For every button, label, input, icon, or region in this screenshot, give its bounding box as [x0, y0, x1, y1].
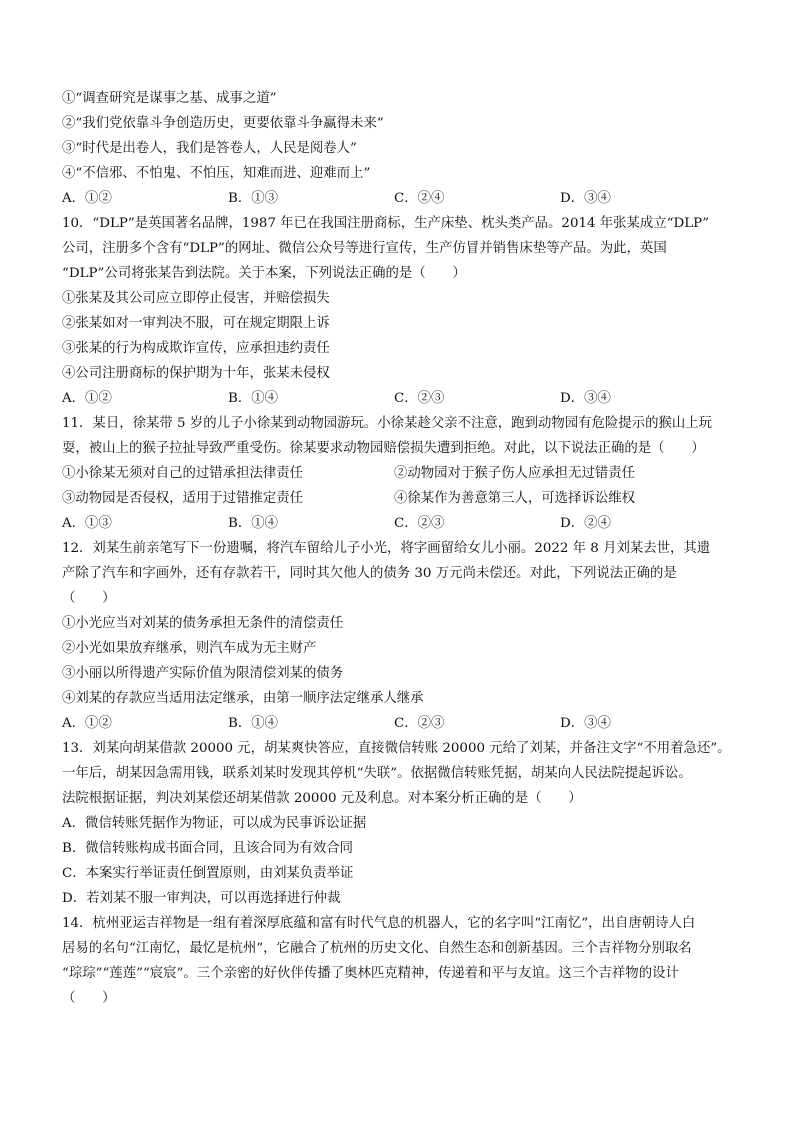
q10-option-b[interactable]: B．①④ [228, 391, 279, 406]
q13-stem [62, 736, 736, 811]
q10-stem-line: 10．“DLP”是英国著名品牌，1987 年已在我国注册商标，生产床垫、枕头类产品。2014 年张某成立“DLP” [62, 216, 710, 231]
q11-item: ②动物园对于猴子伤人应承担无过错责任 [394, 466, 636, 481]
q11-option-b[interactable]: B．①④ [228, 516, 279, 531]
q12-item: ④刘某的存款应当适用法定继承，由第一顺序法定继承人继承 [62, 691, 424, 706]
q11-option-a[interactable]: A．①③ [62, 516, 112, 531]
q13-stem-line: 13．刘某向胡某借款 20000 元，胡某爽快答应，直接微信转账 20000 元给了刘某，并备注文字“不用着急还”。 [62, 741, 731, 756]
q11-items-row [62, 486, 736, 511]
q13-option-a[interactable]: A．微信转账凭据作为物证，可以成为民事诉讼证据 [62, 816, 367, 831]
q9-option-a[interactable]: A．①② [62, 191, 112, 206]
q10-item: ③张某的行为构成欺诈宣传，应承担违约责任 [62, 341, 330, 356]
q14-stem-line: “琮琮”“莲莲”“宸宸”。三个亲密的好伙伴传播了奥林匹克精神，传递着和平与友谊。这三个吉祥物的设计 [62, 966, 679, 981]
q14-stem [62, 911, 736, 1011]
q10-option-d[interactable]: D．③④ [560, 391, 611, 406]
q12-option-d[interactable]: D．③④ [560, 716, 611, 731]
q14-stem-line: 居易的名句“江南忆，最忆是杭州”，它融合了杭州的历史文化、自然生态和创新基因。三个吉祥物分别取名 [62, 941, 692, 956]
q11-items-row [62, 461, 736, 486]
q13-stem-line: 法院根据证据，判决刘某偿还胡某借款 20000 元及利息。对本案分析正确的是（ ） [62, 791, 582, 806]
q13-option-b[interactable]: B．微信转账构成书面合同，且该合同为有效合同 [62, 841, 354, 856]
q11-option-d[interactable]: D．②④ [560, 516, 611, 531]
q11-item: ①小徐某无须对自己的过错承担法律责任 [62, 466, 304, 481]
q11-stem-line: 耍，被山上的猴子拉扯导致严重受伤。徐某要求动物园赔偿损失遭到拒绝。对此，以下说法正确的是（ ） [62, 441, 705, 456]
q9-option-b[interactable]: B．①③ [228, 191, 279, 206]
q9-options [62, 186, 736, 211]
q10-option-c[interactable]: C．②③ [394, 391, 445, 406]
q12-option-a[interactable]: A．①② [62, 716, 112, 731]
q13-option-c[interactable]: C．本案实行举证责任倒置原则，由刘某负责举证 [62, 866, 354, 881]
q9-option-d[interactable]: D．③④ [560, 191, 611, 206]
q12-stem [62, 536, 736, 611]
q11-options [62, 511, 736, 536]
q11-stem-line: 11．某日，徐某带 5 岁的儿子小徐某到动物园游玩。小徐某趁父亲不注意，跑到动物园有危险提示的猴山上玩 [62, 416, 713, 431]
q12-item: ②小光如果放弃继承，则汽车成为无主财产 [62, 641, 317, 656]
q9-item: ②“我们党依靠斗争创造历史，更要依靠斗争赢得未来” [62, 116, 384, 131]
q12-item: ①小光应当对刘某的债务承担无条件的清偿责任 [62, 616, 344, 631]
q11-item: ④徐某作为善意第三人，可选择诉讼维权 [394, 491, 636, 506]
q12-option-b[interactable]: B．①④ [228, 716, 279, 731]
q11-stem [62, 411, 736, 461]
q13-stem-line: 一年后，胡某因急需用钱，联系刘某时发现其停机“失联”。依据微信转账凭据，胡某向人民法院提起诉讼。 [62, 766, 692, 781]
q14-stem-line: （ ） [62, 991, 116, 1006]
q14-stem-line: 14．杭州亚运吉祥物是一组有着深厚底蕴和富有时代气息的机器人，它的名字叫“江南忆”，出自唐朝诗人白 [62, 916, 696, 931]
q12-item: ③小丽以所得遗产实际价值为限清偿刘某的债务 [62, 666, 344, 681]
q13-option-d[interactable]: D．若刘某不服一审判决，可以再选择进行仲裁 [62, 891, 341, 906]
q12-stem-line: （ ） [62, 591, 116, 606]
q9-item: ③“时代是出卷人，我们是答卷人，人民是阅卷人” [62, 141, 357, 156]
q10-item: ④公司注册商标的保护期为十年，张某未侵权 [62, 366, 330, 381]
q11-item: ③动物园是否侵权，适用于过错推定责任 [62, 491, 304, 506]
q12-stem-line: 产除了汽车和字画外，还有存款若干，同时其欠他人的债务 30 万元尚未偿还。对此，下列说法正确的是 [62, 566, 677, 581]
q9-item: ④“不信邪、不怕鬼、不怕压，知难而进、迎难而上” [62, 166, 371, 181]
q12-option-c[interactable]: C．②③ [394, 716, 445, 731]
q10-options [62, 386, 736, 411]
q10-stem [62, 211, 736, 286]
q9-option-c[interactable]: C．②④ [394, 191, 445, 206]
q10-stem-line: “DLP”公司将张某告到法院。关于本案，下列说法正确的是（ ） [62, 266, 466, 281]
q10-option-a[interactable]: A．①② [62, 391, 112, 406]
q10-item: ②张某如对一审判决不服，可在规定期限上诉 [62, 316, 330, 331]
q12-stem-line: 12．刘某生前亲笔写下一份遗嘱，将汽车留给儿子小光，将字画留给女儿小丽。2022 年 8 月刘某去世，其遗 [62, 541, 711, 556]
q9-item: ①“调查研究是谋事之基、成事之道” [62, 91, 277, 106]
q10-stem-line: 公司，注册多个含有“DLP”的网址、微信公众号等进行宣传，生产仿冒并销售床垫等产品。为此，英国 [62, 241, 667, 256]
q12-options [62, 711, 736, 736]
q11-option-c[interactable]: C．②③ [394, 516, 445, 531]
q10-item: ①张某及其公司应立即停止侵害，并赔偿损失 [62, 291, 330, 306]
